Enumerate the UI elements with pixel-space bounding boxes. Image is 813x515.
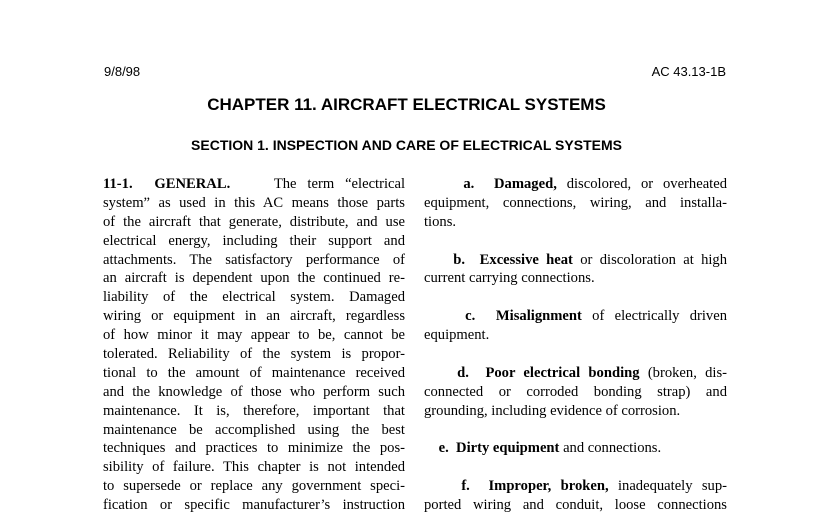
- section-title: SECTION 1. INSPECTION AND CARE OF ELECTRICAL SYSTEMS: [191, 137, 622, 153]
- paragraph-line: and the knowledge of those who perform such: [103, 383, 405, 400]
- item-text: discolored, or overheated: [566, 176, 727, 192]
- item-letter: c.: [465, 308, 476, 325]
- item-text: of electrically driven: [592, 308, 727, 325]
- paragraph-heading: GENERAL.: [154, 176, 231, 192]
- item-text: or discoloration at high: [580, 251, 728, 268]
- paragraph-line: sibility of failure. This chapter is not intended: [103, 459, 405, 476]
- paragraph-line: wiring or equipment in an aircraft, regardless: [103, 308, 405, 325]
- paragraph-line: to supersede or replace any government speci-: [103, 478, 405, 495]
- paragraph-line: tional to the amount of maintenance received: [103, 364, 405, 381]
- item-term: Misalignment: [495, 308, 582, 325]
- item-text: inadequately sup-: [617, 478, 727, 495]
- item-letter: b.: [453, 251, 466, 268]
- item-term: Poor electrical bonding: [485, 364, 640, 381]
- item-term: Damaged,: [494, 176, 557, 192]
- paragraph-line: fication or specific manufacturer’s instruction: [103, 497, 405, 514]
- paragraph-line: liability of the electrical system. Damaged: [103, 289, 405, 306]
- item-line: tions.: [424, 213, 457, 230]
- paragraph-line: attachments. The satisfactory performance of: [103, 251, 405, 268]
- item-term: Dirty equipment: [456, 440, 560, 457]
- item-text: (broken, dis-: [647, 364, 728, 381]
- paragraph-line: of how minor it may appear to be, cannot be: [103, 327, 405, 344]
- chapter-title: CHAPTER 11. AIRCRAFT ELECTRICAL SYSTEMS: [207, 95, 606, 114]
- left-column: [103, 175, 405, 515]
- item-line: equipment, connections, wiring, and installa-: [424, 194, 727, 211]
- list-item-b: [424, 251, 727, 270]
- paragraph-first-line: [103, 175, 405, 194]
- header-date: 9/8/98: [104, 64, 141, 79]
- paragraph-id: 11-1.: [103, 176, 133, 192]
- list-item-c: [424, 307, 727, 326]
- paragraph-line: electrical energy, including their support and: [103, 232, 405, 249]
- paragraph-line: system” as used in this AC means those parts: [103, 194, 405, 211]
- item-letter: f.: [461, 478, 470, 495]
- item-letter: e.: [438, 440, 449, 457]
- paragraph-line: maintenance. It is, therefore, important that: [103, 402, 405, 419]
- item-line: current carrying connections.: [424, 270, 595, 287]
- item-line: connected or corroded bonding strap) and: [424, 383, 727, 400]
- item-letter: a.: [463, 176, 475, 192]
- item-line: ported wiring and conduit, loose connections: [424, 497, 727, 514]
- list-item-d: [424, 364, 727, 383]
- item-text: and connections.: [563, 440, 662, 457]
- paragraph-line: an aircraft is dependent upon the continued re-: [103, 270, 405, 287]
- list-item-f: [424, 477, 727, 496]
- paragraph-line: tolerated. Reliability of the system is propor-: [103, 346, 405, 363]
- paragraph-line: of the aircraft that generate, distribute, and use: [103, 213, 405, 230]
- item-letter: d.: [457, 364, 469, 381]
- list-item-e: [424, 439, 727, 458]
- item-term: Improper, broken,: [488, 478, 609, 495]
- paragraph-line: techniques and practices to minimize the pos-: [103, 440, 405, 457]
- item-term: Excessive heat: [479, 251, 573, 268]
- right-column: [424, 175, 727, 515]
- list-item-a: [424, 175, 727, 194]
- paragraph-line: maintenance be accomplished using the best: [103, 421, 405, 438]
- header-ac-number: AC 43.13-1B: [651, 64, 726, 79]
- item-line: equipment.: [424, 327, 490, 344]
- item-line: grounding, including evidence of corrosion.: [424, 402, 681, 419]
- paragraph-text: The term “electrical: [273, 176, 406, 192]
